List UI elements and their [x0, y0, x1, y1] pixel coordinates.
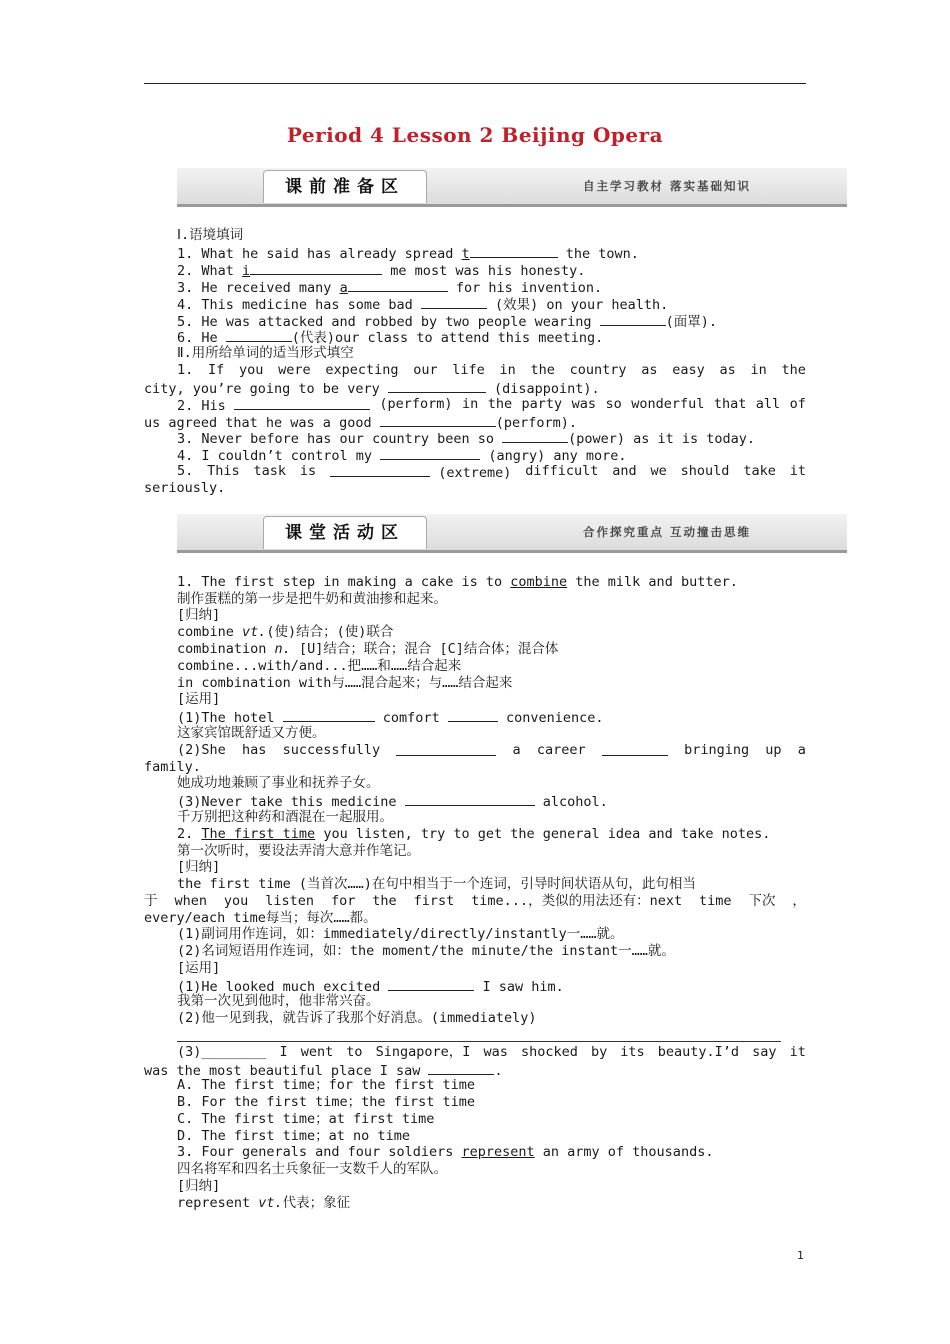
- guina-label: [归纳]: [177, 607, 221, 623]
- banner-subtitle: 自主学习教材 落实基础知识: [582, 179, 751, 193]
- note-line: combine vt.(使)结合；(使)联合: [177, 624, 394, 640]
- exercise-line: (2)他一见到我，就告诉了我那个好消息。(immediately): [177, 1010, 537, 1026]
- option-a: A. The first time；for the first time: [177, 1077, 475, 1093]
- note-line: combination n. [U]结合；联合；混合 [C]结合体；混合体: [177, 641, 559, 657]
- note-line: (1)副词用作连词，如：immediately/directly/instantly一……就。: [177, 926, 624, 942]
- banner-tab-label: 课前准备区: [263, 170, 427, 203]
- banner-subtitle: 合作探究重点 互动撞击思维: [582, 525, 751, 539]
- exercise-line: 4. This medicine has some bad (效果) on your health.: [177, 297, 669, 313]
- exercise-line: seriously.: [144, 480, 226, 496]
- section-banner-preview: [177, 168, 847, 207]
- exercise-line: 2. What i me most was his honesty.: [177, 263, 586, 279]
- key-sentence: 2. The first time you listen, try to get the general idea and take notes.: [177, 826, 771, 842]
- option-b: B. For the first time；the first time: [177, 1094, 475, 1110]
- option-d: D. The first time；at no time: [177, 1128, 410, 1144]
- note-line: every/each time每当；每次……都。: [144, 910, 377, 926]
- key-sentence: 3. Four generals and four soldiers represent an army of thousands.: [177, 1144, 714, 1160]
- exercise-line: 6. He (代表)our class to attend this meeting.: [177, 330, 604, 346]
- translation: 这家宾馆既舒适又方便。: [177, 725, 326, 741]
- exercise-line: city, you’re going to be very (disappoint).: [144, 381, 600, 397]
- answer-line: [177, 1041, 781, 1042]
- section-banner-classroom: [177, 514, 847, 553]
- exercise-line: 2. His (perform) in the party was so wonderful that all of: [177, 396, 806, 414]
- guina-label: [归纳]: [177, 1178, 221, 1194]
- exercise-line: 5. This task is (extreme) difficult and we should take it: [177, 463, 806, 481]
- exercise-line: (3)________ I went to Singapore，I was shocked by its beauty.I’d say it: [177, 1044, 806, 1060]
- exercise-line: 3. He received many a for his invention.: [177, 280, 603, 296]
- exercise-line: 1. If you were expecting our life in the country as easy as in the: [177, 362, 806, 378]
- yunyong-label: [运用]: [177, 691, 221, 707]
- translation: 四名将军和四名士兵象征一支数千人的军队。: [177, 1161, 447, 1177]
- translation: 我第一次见到他时，他非常兴奋。: [177, 993, 380, 1009]
- note-line: the first time (当首次……)在句中相当于一个连词，引导时间状语从句，此句相当: [177, 876, 696, 892]
- page-number: 1: [797, 1249, 804, 1262]
- note-line: 于 when you listen for the first time...，类似的用法还有：next time 下次 ，: [144, 893, 806, 909]
- page-title: Period 4 Lesson 2 Beijing Opera: [286, 123, 664, 147]
- translation: 制作蛋糕的第一步是把牛奶和黄油掺和起来。: [177, 591, 447, 607]
- exercise-line: us agreed that he was a good (perform).: [144, 415, 577, 431]
- part2-heading: Ⅱ.用所给单词的适当形式填空: [177, 345, 354, 361]
- note-line: in combination with与……混合起来；与……结合起来: [177, 675, 513, 691]
- option-c: C. The first time；at first time: [177, 1111, 435, 1127]
- key-sentence: 1. The first step in making a cake is to combine the milk and butter.: [177, 574, 738, 590]
- exercise-line: family.: [144, 759, 201, 775]
- exercise-line: (1)He looked much excited I saw him.: [177, 979, 564, 995]
- part1-heading: Ⅰ.语境填词: [177, 227, 244, 243]
- exercise-line: 1. What he said has already spread t the town.: [177, 246, 639, 262]
- exercise-line: (2)She has successfully a career bringing up a: [177, 742, 806, 758]
- exercise-line: was the most beautiful place I saw .: [144, 1063, 503, 1079]
- exercise-line: 3. Never before has our country been so (power) as it is today.: [177, 431, 756, 447]
- exercise-line: (3)Never take this medicine alcohol.: [177, 794, 608, 810]
- guina-label: [归纳]: [177, 859, 221, 875]
- banner-tab-label: 课堂活动区: [263, 516, 427, 549]
- exercise-line: 4. I couldn’t control my (angry) any more.: [177, 448, 627, 464]
- note-line: represent vt.代表；象征: [177, 1195, 351, 1211]
- note-line: combine...with/and...把……和……结合起来: [177, 658, 462, 674]
- note-line: (2)名词短语用作连词，如：the moment/the minute/the instant一……就。: [177, 943, 675, 959]
- translation: 千万别把这种药和酒混在一起服用。: [177, 809, 393, 825]
- translation: 第一次听时，要设法弄清大意并作笔记。: [177, 843, 420, 859]
- yunyong-label: [运用]: [177, 960, 221, 976]
- translation: 她成功地兼顾了事业和抚养子女。: [177, 775, 380, 791]
- exercise-line: 5. He was attacked and robbed by two people wearing (面罩).: [177, 314, 718, 330]
- header-rule: [144, 83, 806, 84]
- exercise-line: (1)The hotel comfort convenience.: [177, 710, 604, 726]
